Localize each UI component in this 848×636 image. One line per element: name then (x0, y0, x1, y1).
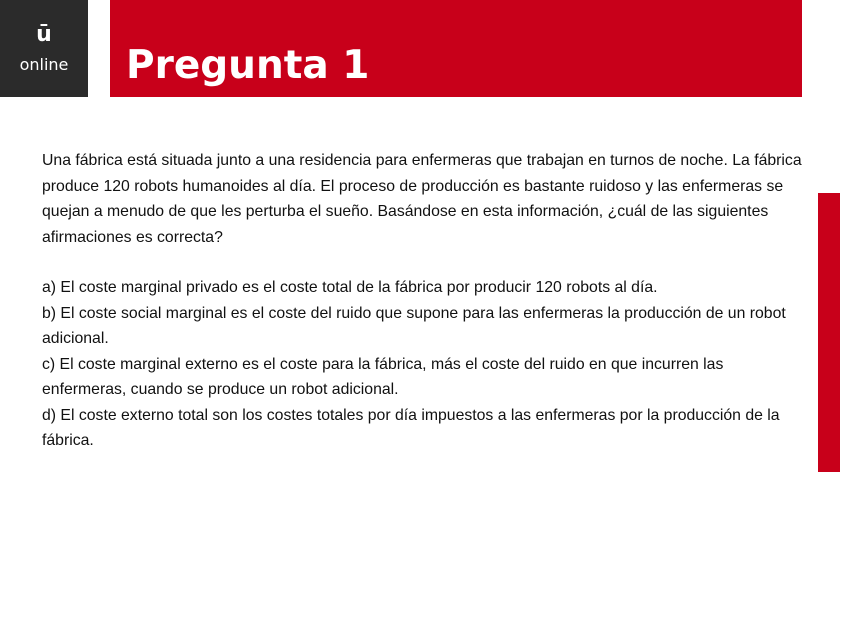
option-c: c) El coste marginal externo es el coste para la fábrica, más el coste del ruido en que incurren las enfermeras, cuando se produce un robot adicional. (42, 355, 724, 398)
university-logo (0, 0, 88, 97)
title-bar (110, 0, 802, 97)
logo-text: online (19, 55, 69, 74)
option-a: a) El coste marginal privado es el coste total de la fábrica por producir 120 robots al día. (42, 279, 658, 296)
side-accent-bar (818, 193, 840, 472)
logo-mark: ū (36, 22, 52, 47)
option-b: b) El coste social marginal es el coste del ruido que supone para las enfermeras la producción de un robot adicional. (42, 304, 786, 347)
slide-content (42, 148, 808, 454)
slide-title: Pregunta 1 (126, 43, 370, 88)
option-d: d) El coste externo total son los costes totales por día impuestos a las enfermeras por la producción de la fábrica. (42, 406, 780, 449)
spacer (42, 250, 808, 275)
question-text: Una fábrica está situada junto a una residencia para enfermeras que trabajan en turnos de noche. La fábrica produce 120 robots humanoides al día. El proceso de producción es bastante ruidoso y las enfermeras se quejan a menudo de que les perturba el sueño. Basándose en esta información, ¿cuál de las siguientes afirmaciones es correcta? (42, 152, 802, 246)
